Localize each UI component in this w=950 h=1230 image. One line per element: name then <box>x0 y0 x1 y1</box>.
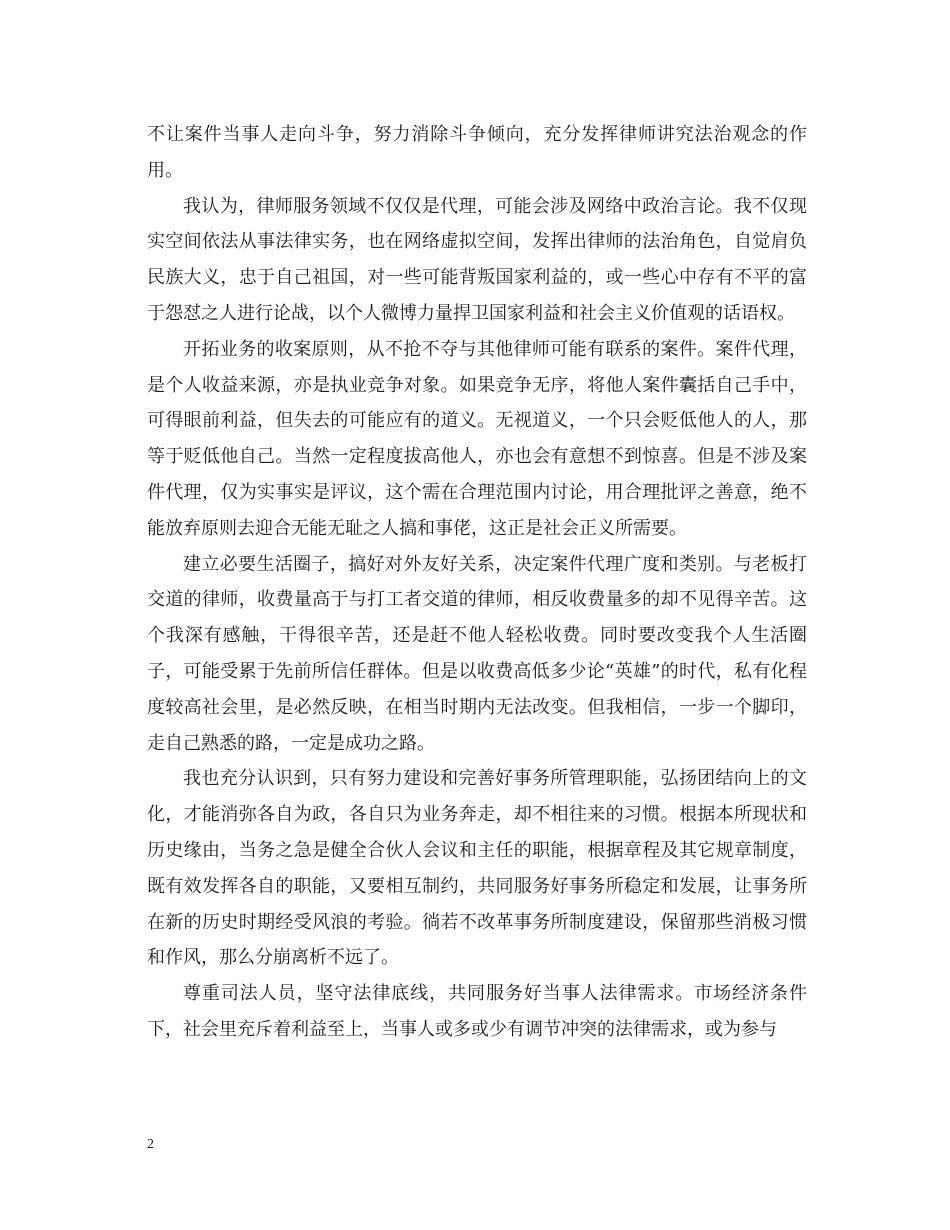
paragraph-continued: 不让案件当事人走向斗争，努力消除斗争倾向，充分发挥律师讲究法治观念的作用。 <box>147 124 807 181</box>
paragraph: 尊重司法人员，坚守法律底线，共同服务好当事人法律需求。市场经济条件下，社会里充斥着利益至上，当事人或多或少有调节冲突的法律需求，或为参与 <box>147 983 807 1040</box>
paragraph: 我也充分认识到，只有努力建设和完善好事务所管理职能，弘扬团结向上的文化，才能消弥各自为政，各自只为业务奔走，却不相往来的习惯。根据本所现状和历史缘由，当务之急是健全合伙人会议和主任的职能，根据章程及其它规章制度，既有效发挥各自的职能，又要相互制约，共同服务好事务所稳定和发展，让事务所在新的历史时期经受风浪的考验。徜若不改革事务所制度建设，保留那些消极习惯和作风，那么分崩离析不远了。 <box>147 768 807 969</box>
page-number: 2 <box>147 1137 154 1152</box>
paragraph: 建立必要生活圈子，搞好对外友好关系，决定案件代理广度和类别。与老板打交道的律师，收费量高于与打工者交道的律师，相反收费量多的却不见得辛苦。这个我深有感触，干得很辛苦，还是赶不他人轻松收费。同时要改变我个人生活圈子，可能受累于先前所信任群体。但是以收费高低多少论“英雄”的时代，私有化程度较高社会里，是必然反映，在相当时期内无法改变。但我相信，一步一个脚印，走自己熟悉的路，一定是成功之路。 <box>147 553 807 754</box>
paragraph: 我认为，律师服务领域不仅仅是代理，可能会涉及网络中政治言论。我不仅现实空间依法从事法律实务，也在网络虚拟空间，发挥出律师的法治角色，自觉肩负民族大义，忠于自己祖国，对一些可能背叛国家利益的，或一些心中存有不平的富于怨怼之人进行论战，以个人微博力量捍卫国家利益和社会主义价值观的话语权。 <box>147 195 807 324</box>
paragraph: 开拓业务的收案原则，从不抢不夺与其他律师可能有联系的案件。案件代理，是个人收益来源，亦是执业竞争对象。如果竞争无序，将他人案件囊括自己手中，可得眼前利益，但失去的可能应有的道义。无视道义，一个只会贬低他人的人，那等于贬低他自己。当然一定程度拔高他人，亦也会有意想不到惊喜。但是不涉及案件代理，仅为实事实是评议，这个需在合理范围内讨论，用合理批评之善意，绝不能放弃原则去迎合无能无耻之人搞和事佬，这正是社会正义所需要。 <box>147 338 807 539</box>
document-body <box>147 117 807 1048</box>
